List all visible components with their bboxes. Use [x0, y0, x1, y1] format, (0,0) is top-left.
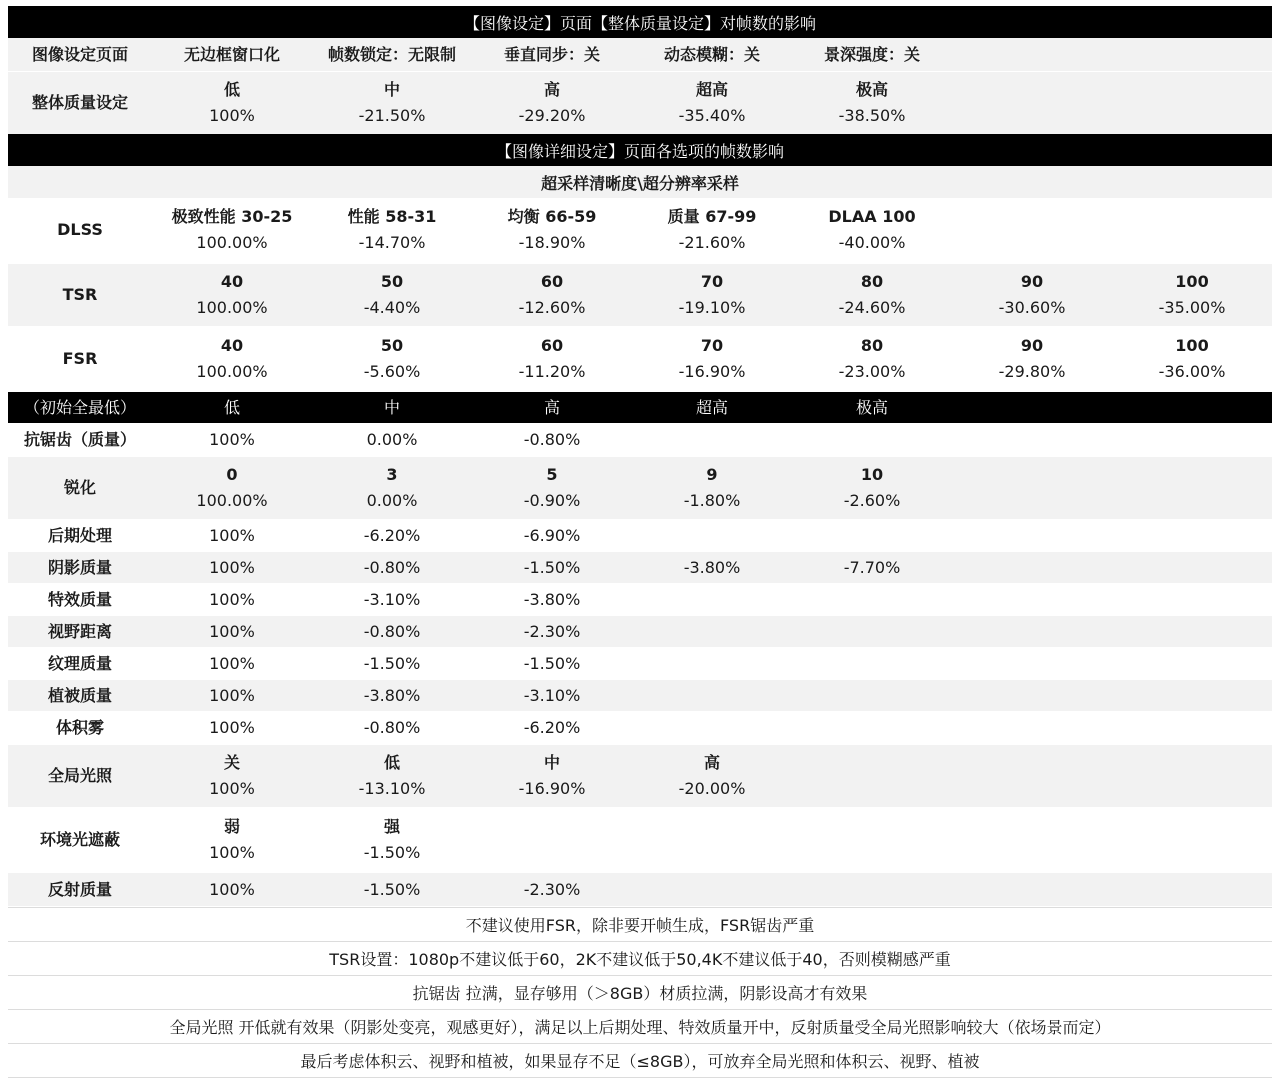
value-cell: -2.30%	[523, 879, 581, 899]
level-value: -38.50%	[838, 106, 906, 125]
sharpen-cell	[152, 457, 312, 519]
level-header: 中	[383, 397, 400, 417]
row-label: 纹理质量	[47, 653, 112, 673]
preset-name: DLAA 100	[828, 207, 916, 226]
level-header: 超高	[695, 397, 728, 417]
preset-name: 质量 67-99	[667, 207, 757, 226]
value-cell: 100%	[209, 653, 255, 673]
fps-change: 100%	[209, 843, 255, 862]
value-cell: -2.30%	[523, 621, 581, 641]
fps-change: -30.60%	[998, 298, 1066, 317]
setting-item: 垂直同步：关	[503, 44, 600, 64]
upscale-title-row	[8, 166, 1272, 198]
preset-name: 性能 58-31	[347, 207, 437, 226]
value-cell: -3.80%	[523, 589, 581, 609]
level-value: -35.40%	[678, 106, 746, 125]
preset-value: -18.90%	[518, 233, 586, 252]
upscale-title: 超采样清晰度\超分辨率采样	[541, 173, 739, 193]
quality-cell	[472, 72, 632, 134]
level-header: 高	[543, 397, 560, 417]
level-name: 9	[706, 465, 718, 484]
fps-change: -2.60%	[843, 491, 901, 510]
tsr-cell	[312, 264, 472, 326]
scale-value: 40	[220, 336, 244, 355]
level-name: 高	[543, 80, 560, 99]
dlss-cell	[152, 199, 312, 261]
value-cell: -7.70%	[843, 557, 901, 577]
value-cell: -3.80%	[683, 557, 741, 577]
value-cell: 100%	[209, 557, 255, 577]
scale-value: 40	[220, 272, 244, 291]
level-name: 极高	[855, 80, 888, 99]
note-text: 最后考虑体积云、视野和植被，如果显存不足（≤8GB），可放弃全局光照和体积云、视野、植被	[300, 1052, 980, 1071]
aa-row	[8, 424, 1272, 455]
dlss-cell	[472, 199, 632, 261]
level-header-row	[8, 392, 1272, 423]
level-name: 高	[703, 753, 720, 772]
quality-cell	[792, 72, 952, 134]
value-cell: -1.50%	[523, 557, 581, 577]
row-label: 反射质量	[47, 879, 112, 899]
fps-change: 100.00%	[196, 362, 268, 381]
ambient-occlusion-row	[8, 809, 1272, 871]
fps-change: -36.00%	[1158, 362, 1226, 381]
global-illumination-row	[8, 745, 1272, 807]
tsr-cell	[952, 264, 1112, 326]
banner-title: 【图像详细设定】页面各选项的帧数影响	[495, 141, 784, 161]
banner-overall-quality	[8, 6, 1272, 38]
fps-change: -20.00%	[678, 779, 746, 798]
scale-value: 90	[1020, 272, 1044, 291]
row-label: FSR	[62, 349, 98, 368]
value-cell: -3.80%	[363, 685, 421, 705]
gi-cell	[632, 745, 792, 807]
scale-value: 50	[380, 272, 404, 291]
row-label: 环境光遮蔽	[39, 830, 120, 849]
settings-row	[8, 38, 1272, 71]
fps-change: -16.90%	[678, 362, 746, 381]
scale-value: 90	[1020, 336, 1044, 355]
effects-row	[8, 584, 1272, 615]
row-label: 体积雾	[55, 717, 104, 737]
value-cell: 100%	[209, 717, 255, 737]
level-header: 极高	[855, 397, 888, 417]
setting-item: 帧数锁定：无限制	[327, 44, 456, 64]
value-cell: -1.50%	[363, 879, 421, 899]
row-label: 阴影质量	[47, 557, 112, 577]
scale-value: 100	[1175, 272, 1209, 291]
level-name: 超高	[695, 80, 728, 99]
volumetric-fog-row	[8, 712, 1272, 743]
preset-value: -21.60%	[678, 233, 746, 252]
banner-detail-settings	[8, 134, 1272, 166]
value-cell: 100%	[209, 621, 255, 641]
value-cell: -6.20%	[523, 717, 581, 737]
quality-cell	[152, 72, 312, 134]
level-name: 中	[543, 753, 560, 772]
tsr-cell	[1112, 264, 1272, 326]
fps-change: -29.80%	[998, 362, 1066, 381]
reflection-row	[8, 873, 1272, 906]
fsr-cell	[632, 328, 792, 390]
scale-value: 100	[1175, 336, 1209, 355]
scale-value: 70	[700, 272, 724, 291]
level-name: 0	[226, 465, 238, 484]
note-text: TSR设置：1080p不建议低于60，2K不建议低于50,4K不建议低于40，否则模糊感严重	[329, 950, 951, 969]
value-cell: -3.10%	[363, 589, 421, 609]
level-name: 弱	[223, 817, 240, 836]
value-cell: 100%	[209, 589, 255, 609]
scale-value: 60	[540, 336, 564, 355]
preset-value: -14.70%	[358, 233, 426, 252]
fsr-cell	[472, 328, 632, 390]
note-text: 抗锯齿 拉满，显存够用（＞8GB）材质拉满，阴影设高才有效果	[412, 984, 868, 1003]
row-label: （初始全最低）	[23, 397, 136, 417]
fps-change: -5.60%	[363, 362, 421, 381]
fsr-cell	[952, 328, 1112, 390]
fps-change: -35.00%	[1158, 298, 1226, 317]
preset-name: 极致性能 30-25	[171, 207, 293, 226]
sharpen-cell	[472, 457, 632, 519]
row-label: 植被质量	[47, 685, 112, 705]
note-row	[8, 1044, 1272, 1077]
level-name: 低	[223, 80, 240, 99]
scale-value: 70	[700, 336, 724, 355]
scale-value: 80	[860, 272, 884, 291]
setting-item: 动态模糊：关	[663, 44, 760, 64]
dlss-cell	[792, 199, 952, 261]
row-label: 全局光照	[47, 766, 112, 785]
ao-cell	[152, 809, 312, 871]
level-header: 低	[223, 397, 240, 417]
note-row	[8, 1010, 1272, 1043]
texture-row	[8, 648, 1272, 679]
dlss-cell	[632, 199, 792, 261]
note-row	[8, 942, 1272, 975]
fps-change: -16.90%	[518, 779, 586, 798]
scale-value: 50	[380, 336, 404, 355]
fsr-cell	[1112, 328, 1272, 390]
value-cell: 100%	[209, 429, 255, 449]
level-name: 中	[383, 80, 400, 99]
gi-cell	[152, 745, 312, 807]
fsr-row	[8, 328, 1272, 390]
row-label: 整体质量设定	[31, 93, 128, 112]
fps-change: -24.60%	[838, 298, 906, 317]
row-label: DLSS	[57, 220, 103, 239]
value-cell: 100%	[209, 685, 255, 705]
note-row	[8, 908, 1272, 941]
preset-name: 均衡 66-59	[507, 207, 597, 226]
value-cell: -3.10%	[523, 685, 581, 705]
sharpen-row	[8, 457, 1272, 519]
tsr-cell	[792, 264, 952, 326]
fps-change: -11.20%	[518, 362, 586, 381]
sharpen-cell	[632, 457, 792, 519]
row-label: 图像设定页面	[31, 44, 128, 64]
value-cell: -6.90%	[523, 525, 581, 545]
row-label: 视野距离	[47, 621, 112, 641]
level-value: 100%	[209, 106, 255, 125]
level-value: -21.50%	[358, 106, 426, 125]
value-cell: -1.50%	[523, 653, 581, 673]
fps-change: 0.00%	[366, 491, 418, 510]
level-name: 3	[386, 465, 398, 484]
fps-change: 100.00%	[196, 491, 268, 510]
divider	[8, 1077, 1272, 1078]
shadow-row	[8, 552, 1272, 583]
fps-change: -4.40%	[363, 298, 421, 317]
note-text: 全局光照 开低就有效果（阴影处变亮，观感更好），满足以上后期处理、特效质量开中，反射质量受全局光照影响较大（依场景而定）	[169, 1018, 1111, 1037]
level-name: 强	[383, 817, 400, 836]
level-name: 关	[223, 753, 240, 772]
preset-value: 100.00%	[196, 233, 268, 252]
fps-change: -1.80%	[683, 491, 741, 510]
fps-change: -1.50%	[363, 843, 421, 862]
row-label: 后期处理	[47, 525, 112, 545]
value-cell: -0.80%	[363, 621, 421, 641]
quality-cell	[312, 72, 472, 134]
scale-value: 60	[540, 272, 564, 291]
fps-change: 100%	[209, 779, 255, 798]
value-cell: -6.20%	[363, 525, 421, 545]
sharpen-cell	[792, 457, 952, 519]
setting-item: 无边框窗口化	[183, 44, 280, 64]
fsr-cell	[312, 328, 472, 390]
level-name: 低	[383, 753, 400, 772]
row-label: 特效质量	[47, 589, 112, 609]
value-cell: -0.80%	[363, 557, 421, 577]
note-text: 不建议使用FSR，除非要开帧生成，FSR锯齿严重	[465, 916, 815, 935]
value-cell: -1.50%	[363, 653, 421, 673]
fps-change: -23.00%	[838, 362, 906, 381]
post-row	[8, 520, 1272, 551]
fsr-cell	[792, 328, 952, 390]
setting-item: 景深强度：关	[823, 44, 920, 64]
tsr-cell	[632, 264, 792, 326]
level-name: 10	[860, 465, 884, 484]
level-name: 5	[546, 465, 558, 484]
sharpen-cell	[312, 457, 472, 519]
note-row	[8, 976, 1272, 1009]
value-cell: 100%	[209, 879, 255, 899]
fsr-cell	[152, 328, 312, 390]
tsr-cell	[472, 264, 632, 326]
value-cell: -0.80%	[363, 717, 421, 737]
fps-change: -12.60%	[518, 298, 586, 317]
dlss-cell	[312, 199, 472, 261]
overall-quality-row	[8, 72, 1272, 134]
view-distance-row	[8, 616, 1272, 647]
quality-cell	[632, 72, 792, 134]
foliage-row	[8, 680, 1272, 711]
fps-change: -13.10%	[358, 779, 426, 798]
ao-cell	[312, 809, 472, 871]
tsr-row	[8, 264, 1272, 326]
value-cell: -0.80%	[523, 429, 581, 449]
fps-change: -0.90%	[523, 491, 581, 510]
dlss-row	[8, 199, 1272, 261]
fps-change: -19.10%	[678, 298, 746, 317]
value-cell: 100%	[209, 525, 255, 545]
preset-value: -40.00%	[838, 233, 906, 252]
banner-title: 【图像设定】页面【整体质量设定】对帧数的影响	[463, 13, 816, 33]
gi-cell	[312, 745, 472, 807]
scale-value: 80	[860, 336, 884, 355]
row-label: 锐化	[63, 478, 96, 497]
tsr-cell	[152, 264, 312, 326]
row-label: TSR	[62, 285, 98, 304]
row-label: 抗锯齿（质量）	[23, 429, 136, 449]
level-value: -29.20%	[518, 106, 586, 125]
gi-cell	[472, 745, 632, 807]
value-cell: 0.00%	[366, 429, 418, 449]
fps-change: 100.00%	[196, 298, 268, 317]
